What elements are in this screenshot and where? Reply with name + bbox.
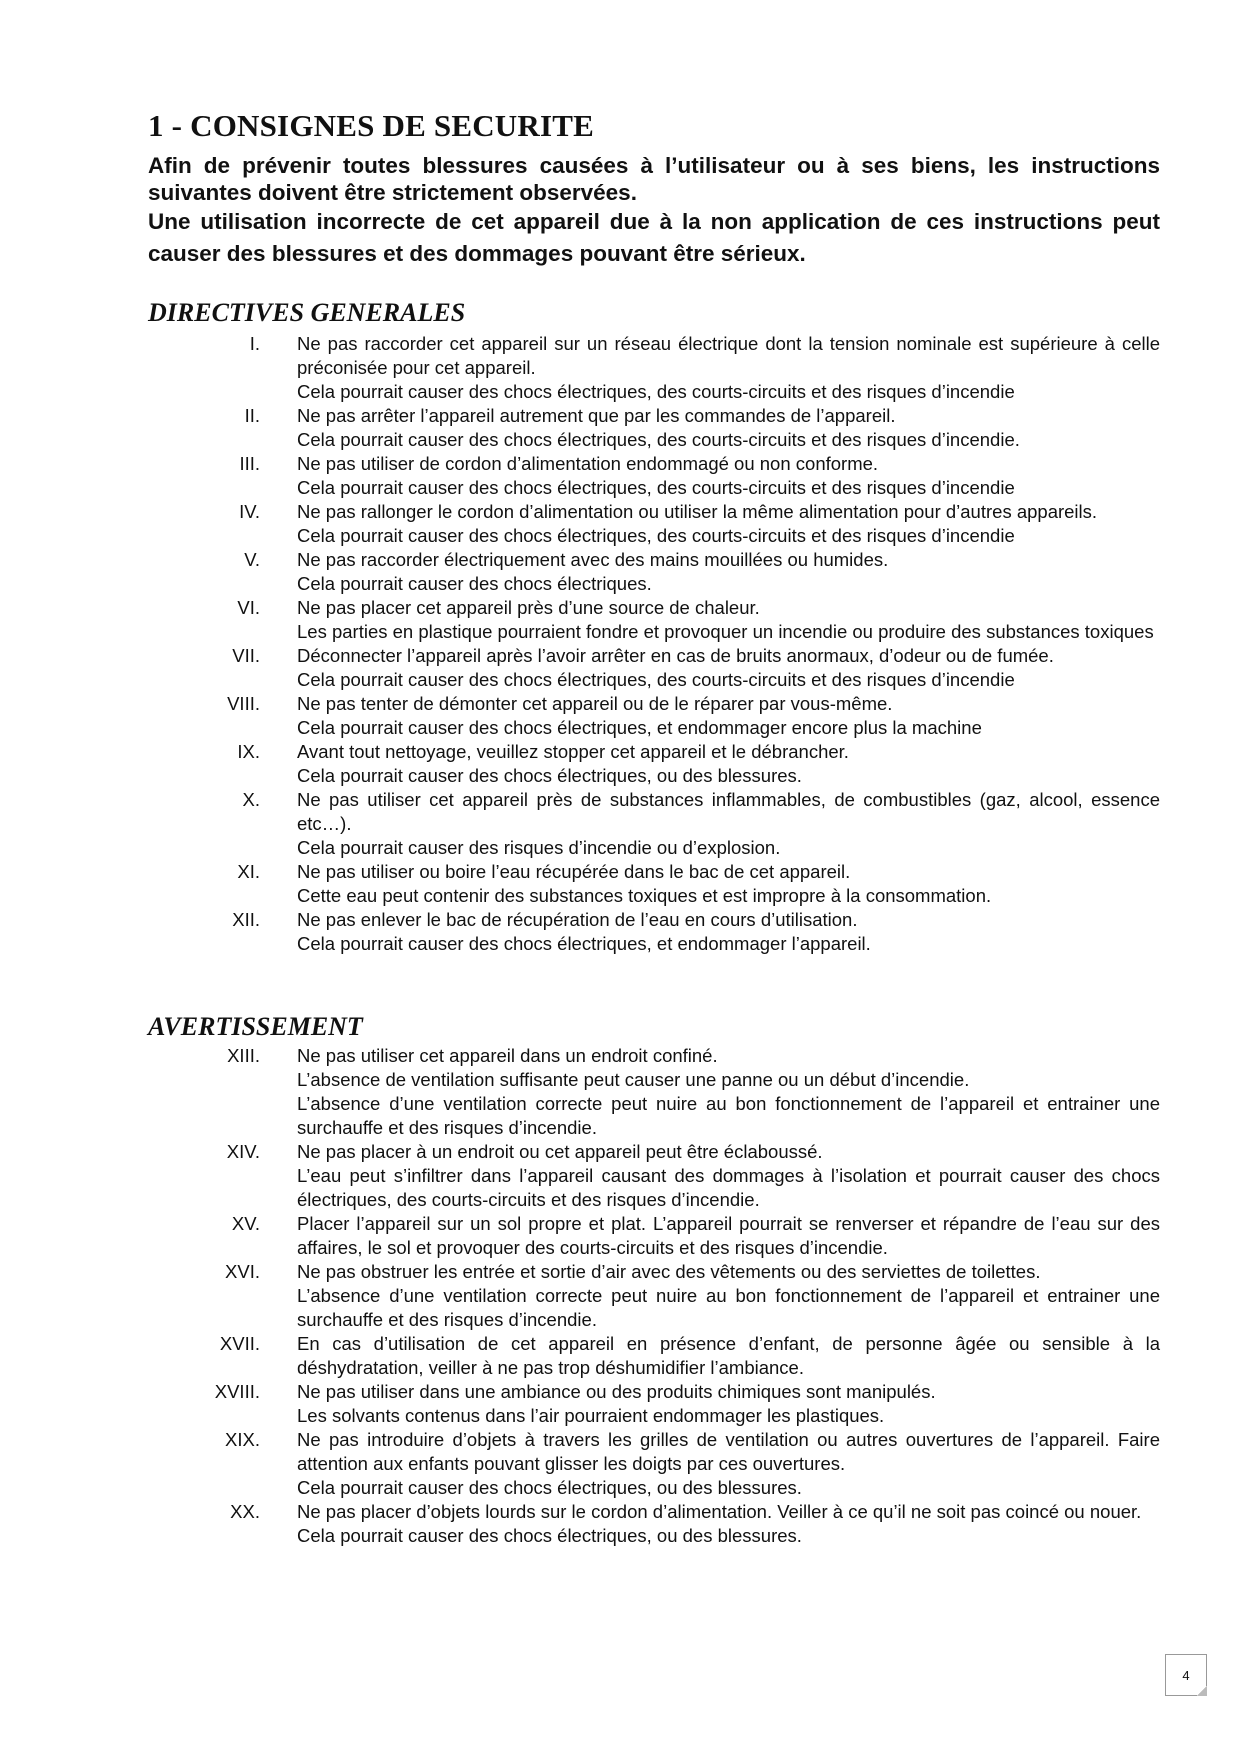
list-item	[148, 740, 1160, 788]
item-instruction: Avant tout nettoyage, veuillez stopper cet appareil et le débrancher.	[297, 741, 849, 762]
item-text	[297, 596, 1160, 644]
item-text	[297, 1428, 1160, 1500]
item-text	[297, 452, 1160, 500]
item-consequence: Cela pourrait causer des chocs électriques, des courts-circuits et des risques d’incendie	[297, 381, 1015, 402]
item-instruction: Ne pas utiliser cet appareil dans un endroit confiné.	[297, 1045, 718, 1066]
directives-list	[148, 332, 1160, 956]
item-number: V.	[244, 549, 260, 570]
item-number: I.	[249, 333, 260, 354]
list-item	[148, 1428, 1160, 1500]
list-item	[148, 1380, 1160, 1428]
item-consequence: Cela pourrait causer des chocs électriques, des courts-circuits et des risques d’incendie	[297, 477, 1015, 498]
list-item	[148, 452, 1160, 500]
item-text	[297, 1332, 1160, 1380]
item-consequence: Cela pourrait causer des chocs électriques, ou des blessures.	[297, 765, 802, 786]
item-consequence: Cela pourrait causer des chocs électriques, des courts-circuits et des risques d’incendie.	[297, 429, 1020, 450]
item-instruction: Ne pas placer cet appareil près d’une source de chaleur.	[297, 597, 760, 618]
item-number: XVII.	[219, 1333, 260, 1354]
list-item	[148, 1332, 1160, 1380]
item-text	[297, 500, 1160, 548]
item-consequence: Cela pourrait causer des chocs électriques, des courts-circuits et des risques d’incendie	[297, 525, 1015, 546]
avertissement-list	[148, 1044, 1160, 1548]
item-consequence: Les solvants contenus dans l’air pourraient endommager les plastiques.	[297, 1405, 885, 1426]
list-item	[148, 596, 1160, 644]
item-text	[297, 332, 1160, 404]
section-heading-directives: DIRECTIVES GENERALES	[148, 298, 466, 327]
item-instruction: Ne pas obstruer les entrée et sortie d’air avec des vêtements ou des serviettes de toilettes.	[297, 1261, 1041, 1282]
item-instruction: Ne pas arrêter l’appareil autrement que par les commandes de l’appareil.	[297, 405, 896, 426]
item-instruction: Ne pas utiliser ou boire l’eau récupérée dans le bac de cet appareil.	[297, 861, 851, 882]
item-number: XII.	[232, 909, 260, 930]
item-instruction: Ne pas placer à un endroit ou cet appareil peut être éclaboussé.	[297, 1141, 823, 1162]
item-consequence: Cela pourrait causer des chocs électriques, des courts-circuits et des risques d’incendie	[297, 669, 1015, 690]
item-text	[297, 740, 1160, 788]
item-text	[297, 1380, 1160, 1428]
item-instruction: En cas d’utilisation de cet appareil en présence d’enfant, de personne âgée ou sensible à la déshydratation, veiller à ne pas trop déshumidifier l’ambiance.	[297, 1333, 1160, 1378]
item-number: XVIII.	[214, 1381, 260, 1402]
list-item	[148, 1260, 1160, 1332]
item-number: IX.	[237, 741, 260, 762]
item-number: XIV.	[226, 1141, 260, 1162]
item-text	[297, 644, 1160, 692]
page-title: 1 - CONSIGNES DE SECURITE	[148, 108, 594, 143]
item-consequence: Cela pourrait causer des chocs électriques, et endommager l’appareil.	[297, 933, 871, 954]
item-instruction: Ne pas enlever le bac de récupération de l’eau en cours d’utilisation.	[297, 909, 858, 930]
item-number: III.	[239, 453, 260, 474]
item-consequence: Cela pourrait causer des chocs électriques.	[297, 573, 652, 594]
item-instruction: Ne pas introduire d’objets à travers les grilles de ventilation ou autres ouvertures de l’appareil. Faire attention aux enfants pouvant glisser les doigts par ces ouvertures.	[297, 1429, 1160, 1474]
section-heading-avertissement: AVERTISSEMENT	[148, 1012, 363, 1041]
item-consequence: Cela pourrait causer des risques d’incendie ou d’explosion.	[297, 837, 781, 858]
item-consequence: Cela pourrait causer des chocs électriques, et endommager encore plus la machine	[297, 717, 982, 738]
item-number: X.	[242, 789, 260, 810]
item-instruction: Ne pas raccorder électriquement avec des mains mouillées ou humides.	[297, 549, 889, 570]
list-item	[148, 1140, 1160, 1212]
item-text	[297, 1260, 1160, 1332]
list-item	[148, 1044, 1160, 1140]
item-instruction: Déconnecter l’appareil après l’avoir arrêter en cas de bruits anormaux, d’odeur ou de fumée.	[297, 645, 1054, 666]
item-instruction: Ne pas placer d’objets lourds sur le cordon d’alimentation. Veiller à ce qu’il ne soit pas coincé ou nouer.	[297, 1501, 1142, 1522]
list-item	[148, 500, 1160, 548]
item-number: VIII.	[227, 693, 260, 714]
item-consequence: Cela pourrait causer des chocs électriques, ou des blessures.	[297, 1525, 802, 1546]
item-consequence: Cette eau peut contenir des substances toxiques et est impropre à la consommation.	[297, 885, 992, 906]
list-item	[148, 1212, 1160, 1260]
item-text	[297, 1212, 1160, 1260]
list-item	[148, 860, 1160, 908]
item-number: XVI.	[225, 1261, 260, 1282]
item-number: VI.	[237, 597, 260, 618]
item-instruction: Ne pas utiliser de cordon d’alimentation endommagé ou non conforme.	[297, 453, 879, 474]
list-item	[148, 332, 1160, 404]
item-number: XV.	[231, 1213, 260, 1234]
item-text	[297, 1500, 1160, 1548]
item-number: XIII.	[227, 1045, 260, 1066]
intro-paragraph: Afin de prévenir toutes blessures causées à l’utilisateur ou à ses biens, les instructions suivantes doivent être strictement observées.	[148, 153, 1160, 205]
list-item	[148, 908, 1160, 956]
list-item	[148, 1500, 1160, 1548]
list-item	[148, 404, 1160, 452]
item-text	[297, 860, 1160, 908]
item-number: XX.	[230, 1501, 260, 1522]
document-page	[148, 108, 1160, 1548]
item-text	[297, 788, 1160, 860]
item-text	[297, 908, 1160, 956]
item-number: II.	[244, 405, 260, 426]
item-text	[297, 548, 1160, 596]
item-consequence: L’absence de ventilation suffisante peut causer une panne ou un début d’incendie.	[297, 1069, 970, 1090]
item-consequence: L’eau peut s’infiltrer dans l’appareil causant des dommages à l’isolation et pourrait causer des chocs électriques, des courts-circuits et des risques d’incendie.	[297, 1165, 1160, 1210]
item-text	[297, 692, 1160, 740]
item-instruction: Ne pas raccorder cet appareil sur un réseau électrique dont la tension nominale est supérieure à celle préconisée pour cet appareil.	[297, 333, 1160, 378]
item-number: IV.	[239, 501, 260, 522]
item-text	[297, 1140, 1160, 1212]
item-consequence: Cela pourrait causer des chocs électriques, ou des blessures.	[297, 1477, 802, 1498]
item-instruction: Ne pas rallonger le cordon d’alimentation ou utiliser la même alimentation pour d’autres appareils.	[297, 501, 1098, 522]
item-number: VII.	[232, 645, 260, 666]
list-item	[148, 644, 1160, 692]
item-consequence: L’absence d’une ventilation correcte peut nuire au bon fonctionnement de l’appareil et entrainer une surchauffe et des risques d’incendie.	[297, 1093, 1160, 1138]
item-number: XI.	[237, 861, 260, 882]
list-item	[148, 548, 1160, 596]
item-text	[297, 1044, 1160, 1140]
page-number: 4	[1165, 1654, 1207, 1696]
item-instruction: Ne pas tenter de démonter cet appareil ou de le réparer par vous-même.	[297, 693, 893, 714]
item-consequence: Les parties en plastique pourraient fondre et provoquer un incendie ou produire des substances toxiques	[297, 621, 1154, 642]
intro-warning-paragraph: Une utilisation incorrecte de cet appareil due à la non application de ces instructions peut causer des blessures et des dommages pouvant être sérieux.	[148, 209, 1160, 266]
item-instruction: Placer l’appareil sur un sol propre et plat. L’appareil pourrait se renverser et répandre de l’eau sur des affaires, le sol et provoquer des courts-circuits et des risques d’incendie.	[297, 1213, 1160, 1258]
item-consequence: L’absence d’une ventilation correcte peut nuire au bon fonctionnement de l’appareil et entrainer une surchauffe et des risques d’incendie.	[297, 1285, 1160, 1330]
item-text	[297, 404, 1160, 452]
item-instruction: Ne pas utiliser dans une ambiance ou des produits chimiques sont manipulés.	[297, 1381, 936, 1402]
list-item	[148, 692, 1160, 740]
list-item	[148, 788, 1160, 860]
item-number: XIX.	[225, 1429, 260, 1450]
item-instruction: Ne pas utiliser cet appareil près de substances inflammables, de combustibles (gaz, alcool, essence etc…).	[297, 789, 1160, 834]
